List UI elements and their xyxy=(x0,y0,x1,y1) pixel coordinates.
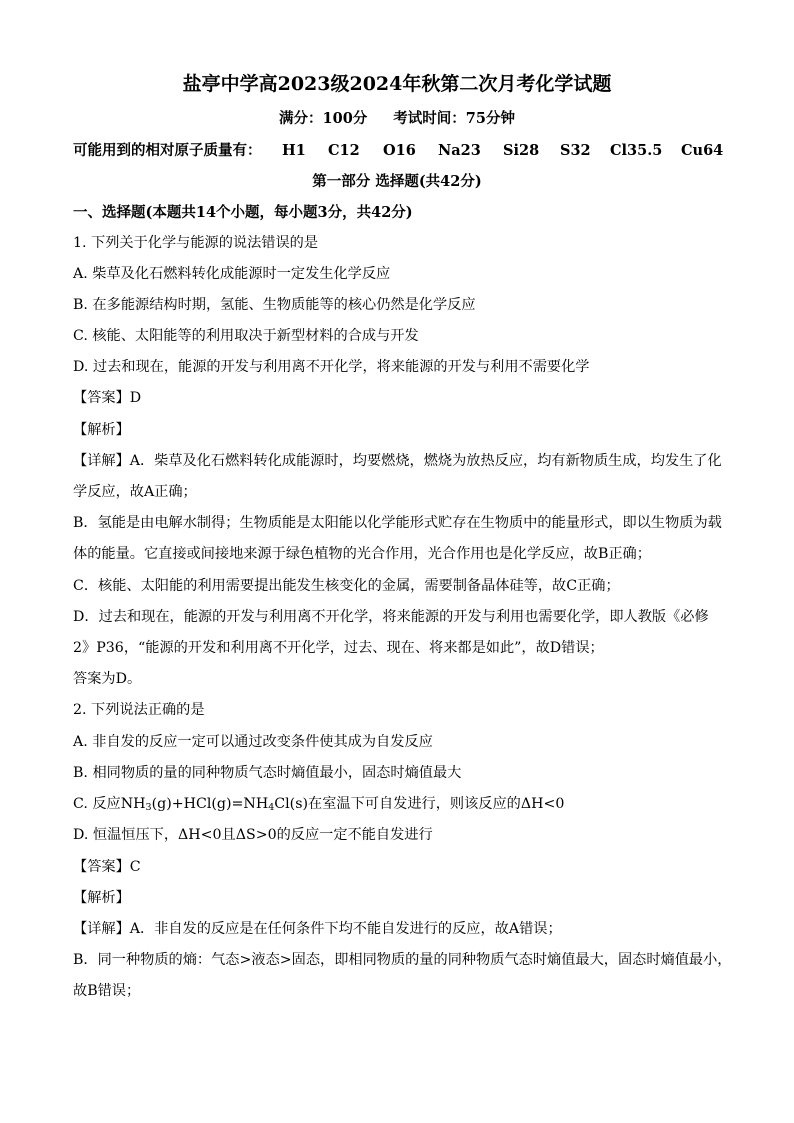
question-type-heading: 一、选择题(本题共14个小题，每小题3分，共42分) xyxy=(73,204,413,221)
subscript: 3 xyxy=(145,802,152,813)
atomic-mass-item: Cl35.5 xyxy=(610,142,663,159)
exam-title: 盐亭中学高2023级2024年秋第二次月考化学试题 xyxy=(182,73,612,95)
atomic-mass-item: Cu64 xyxy=(681,142,724,159)
question-1-option-a: A. 柴草及化石燃料转化成能源时一定发生化学反应 xyxy=(73,266,391,282)
option-c-text: Cl(s)在室温下可自发进行，则该反应的ΔH<0 xyxy=(274,796,565,812)
question-1-detail-line: 答案为D。 xyxy=(73,671,142,687)
question-2-stem: 2. 下列说法正确的是 xyxy=(73,702,205,718)
question-1-detail-line: 学反应，故A正确； xyxy=(73,484,197,500)
question-1-option-c: C. 核能、太阳能等的利用取决于新型材料的合成与开发 xyxy=(73,328,419,344)
question-2-option-a: A. 非自发的反应一定可以通过改变条件使其成为自发反应 xyxy=(73,734,433,750)
exam-meta xyxy=(0,109,794,129)
option-c-text: C. 反应NH xyxy=(73,796,146,812)
question-2-answer: 【答案】C xyxy=(73,859,141,875)
atomic-mass-item: C12 xyxy=(328,142,360,159)
question-2-detail-line: B．同一种物质的熵：气态>液态>固态，即相同物质的量的同种物质气态时熵值最大，固态时熵值最小， xyxy=(73,952,732,968)
atomic-mass-item: Na23 xyxy=(438,142,481,159)
atomic-mass-item: S32 xyxy=(560,142,591,159)
question-1-analysis-label: 【解析】 xyxy=(73,422,130,438)
question-1-detail-line: 体的能量。它直接或间接地来源于绿色植物的光合作用，光合作用也是化学反应，故B正确； xyxy=(73,546,651,562)
question-2-detail-line: 【详解】A．非自发的反应是在任何条件下均不能自发进行的反应，故A错误； xyxy=(73,921,562,937)
question-1-detail-line: D．过去和现在，能源的开发与利用离不开化学，将来能源的开发与利用也需要化学，即人教版《必修 xyxy=(73,609,709,625)
atomic-mass-row xyxy=(73,141,733,161)
exam-time: 考试时间：75分钟 xyxy=(393,110,515,127)
question-2-analysis-label: 【解析】 xyxy=(73,890,130,906)
question-1-option-d: D. 过去和现在，能源的开发与利用离不开化学，将来能源的开发与利用不需要化学 xyxy=(73,359,590,375)
atomic-mass-item: Si28 xyxy=(503,142,540,159)
question-1-option-b: B. 在多能源结构时期，氢能、生物质能等的核心仍然是化学反应 xyxy=(73,297,476,313)
question-1-detail-line: C．核能、太阳能的利用需要提出能发生核变化的金属，需要制备晶体硅等，故C正确； xyxy=(73,578,620,594)
question-1-answer: 【答案】D xyxy=(73,390,142,406)
question-2-option-b: B. 相同物质的量的同种物质气态时熵值最小，固态时熵值最大 xyxy=(73,765,462,781)
subscript: 4 xyxy=(268,802,275,813)
question-2-detail-line: 故B错误； xyxy=(73,983,141,999)
question-1-detail-line: 2》P36，“能源的开发和利用离不开化学，过去、现在、将来都是如此”，故D错误； xyxy=(73,640,604,656)
question-1-stem: 1. 下列关于化学与能源的说法错误的是 xyxy=(73,235,319,251)
question-2-option-c xyxy=(73,794,734,818)
atomic-mass-item: H1 xyxy=(282,142,306,159)
full-score: 满分：100分 xyxy=(279,110,368,127)
atomic-mass-item: O16 xyxy=(383,142,416,159)
atomic-mass-label: 可能用到的相对原子质量有： xyxy=(73,142,262,159)
option-c-text: (g)+HCl(g)=NH xyxy=(151,796,269,812)
part-title: 第一部分 选择题(共42分) xyxy=(312,173,482,190)
question-1-detail-line: B．氢能是由电解水制得；生物质能是太阳能以化学能形式贮存在生物质中的能量形式，即以生物质为载 xyxy=(73,515,722,531)
question-2-option-d: D. 恒温恒压下，ΔH<0且ΔS>0的反应一定不能自发进行 xyxy=(73,827,433,843)
question-1-detail-line: 【详解】A．柴草及化石燃料转化成能源时，均要燃烧，燃烧为放热反应，均有新物质生成，均发生了化 xyxy=(73,453,722,469)
